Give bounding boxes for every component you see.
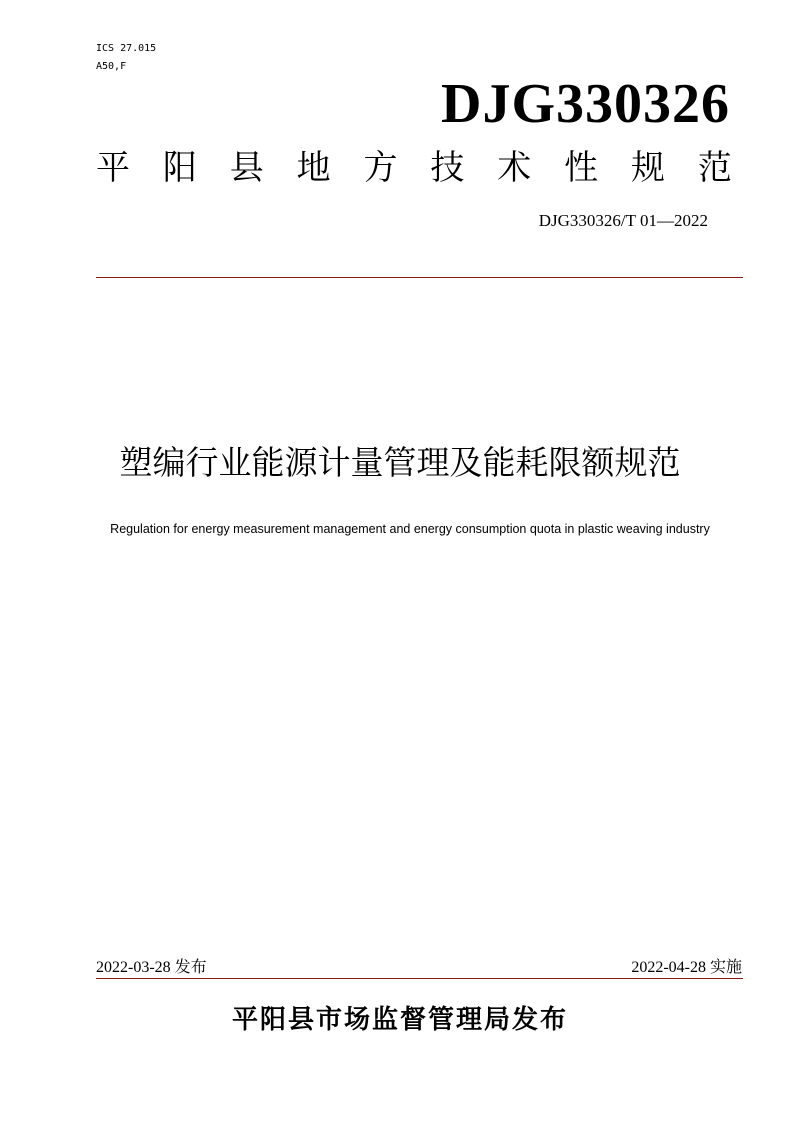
standard-code: DJG330326 [441,73,730,135]
standard-type-char: 术 [497,148,532,188]
document-title-en: Regulation for energy measurement management and energy consumption quota in plastic weaving industry [110,522,710,536]
standard-number: DJG330326/T 01—2022 [538,211,708,230]
ccs-code: A50,F [96,61,127,72]
standard-type-char: 范 [697,148,732,188]
publish-date: 2022-03-28 发布 [96,959,207,976]
standard-type-char: 规 [631,148,665,188]
standard-type-char: 平 [96,148,130,188]
standard-type-char: 地 [296,148,331,188]
bottom-divider [96,978,743,979]
standard-type-char: 阳 [162,148,197,188]
standard-type-char: 性 [564,148,599,188]
issuing-authority: 平阳县市场监督管理局发布 [231,1005,568,1035]
document-title-cn: 塑编行业能源计量管理及能耗限额规范 [119,443,681,482]
standard-type-char: 方 [363,148,398,188]
standard-type-char: 技 [430,148,465,188]
implement-date: 2022-04-28 实施 [631,959,742,976]
standard-type-char: 县 [229,148,264,188]
ics-code: ICS 27.015 [96,43,157,54]
top-divider [96,277,743,278]
standard-type [96,146,732,190]
